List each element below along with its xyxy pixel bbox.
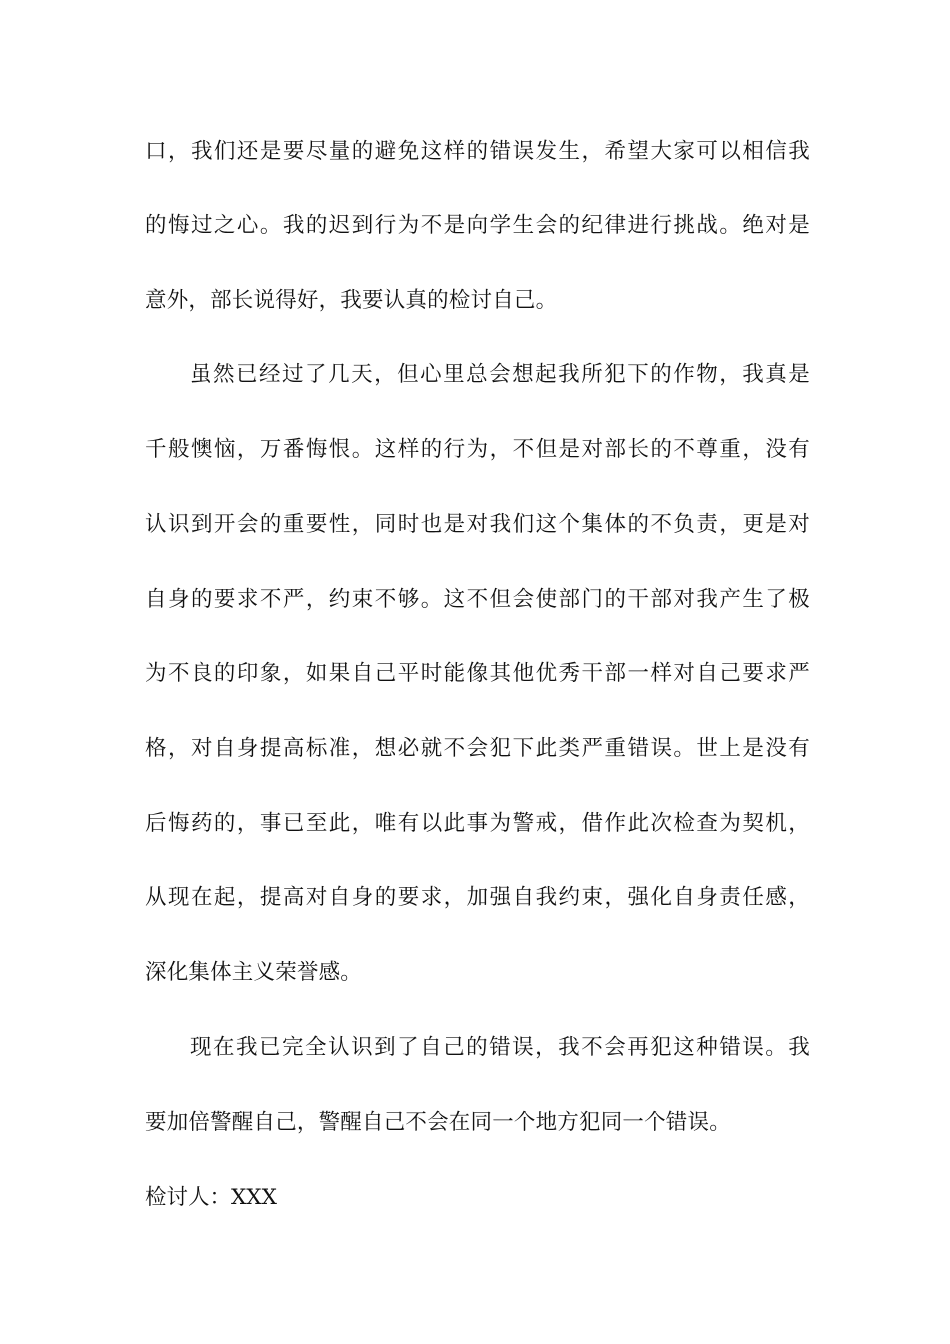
paragraph-2-line-4: 自身的要求不严，约束不够。这不但会使部门的干部对我产生了极 — [145, 587, 810, 612]
paragraph-3-line-2: 要加倍警醒自己，警醒自己不会在同一个地方犯同一个错误。 — [145, 1110, 731, 1135]
paragraph-1-line-3: 意外，部长说得好，我要认真的检讨自己。 — [145, 288, 558, 313]
paragraph-2-line-3: 认识到开会的重要性，同时也是对我们这个集体的不负责，更是对 — [145, 512, 810, 537]
paragraph-2-line-6: 格，对自身提高标准，想必就不会犯下此类严重错误。世上是没有 — [145, 736, 810, 761]
paragraph-2-line-9: 深化集体主义荣誉感。 — [145, 960, 363, 985]
paragraph-2-line-7: 后悔药的，事已至此，唯有以此事为警戒，借作此次检查为契机， — [145, 811, 810, 836]
signature-line: 检讨人：XXX — [145, 1185, 277, 1210]
paragraph-1-line-2: 的悔过之心。我的迟到行为不是向学生会的纪律进行挑战。绝对是 — [145, 213, 810, 238]
paragraph-2-line-8: 从现在起，提高对自身的要求，加强自我约束，强化自身责任感， — [145, 885, 810, 910]
paragraph-2-line-2: 千般懊恼，万番悔恨。这样的行为，不但是对部长的不尊重，没有 — [145, 437, 810, 462]
paragraph-2-line-1: 虽然已经过了几天，但心里总会想起我所犯下的作物，我真是 — [190, 362, 810, 387]
paragraph-3-line-1: 现在我已完全认识到了自己的错误，我不会再犯这种错误。我 — [190, 1035, 810, 1060]
paragraph-1-line-1: 口，我们还是要尽量的避免这样的错误发生，希望大家可以相信我 — [145, 139, 810, 164]
paragraph-2-line-5: 为不良的印象，如果自己平时能像其他优秀干部一样对自己要求严 — [145, 661, 810, 686]
